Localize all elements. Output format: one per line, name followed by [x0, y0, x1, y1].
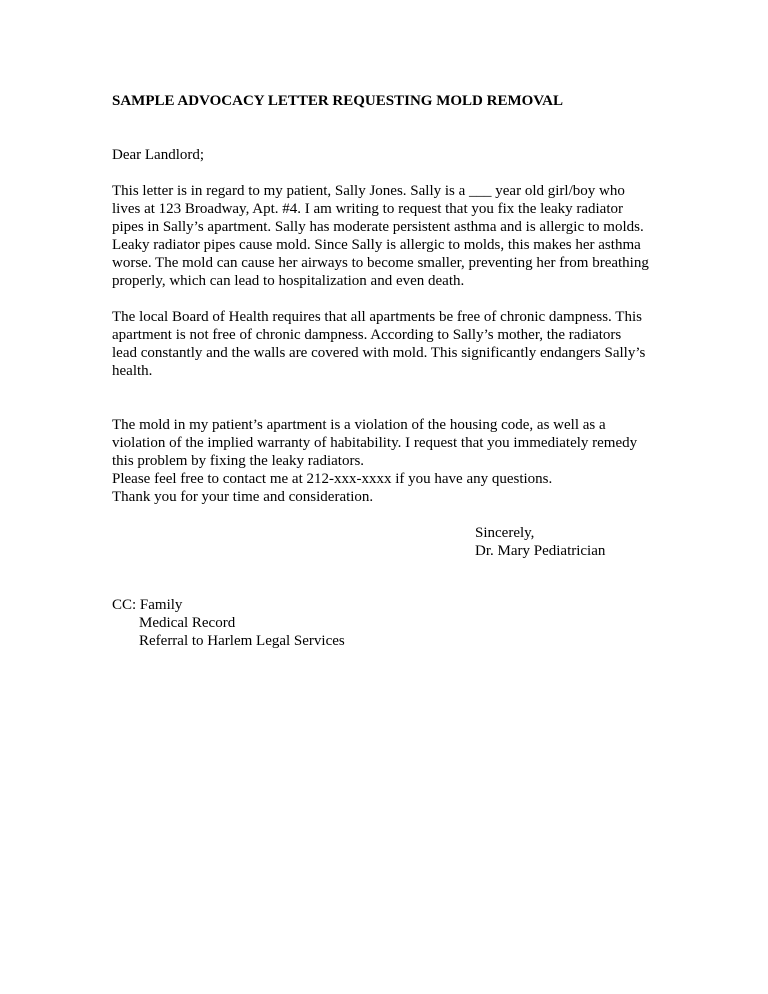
paragraph-line: lead constantly and the walls are covered with mold. This significantly endangers Sally’s	[112, 345, 646, 361]
paragraph-line: Leaky radiator pipes cause mold. Since Sally is allergic to molds, this makes her asthma	[112, 237, 641, 253]
signature-name: Dr. Mary Pediatrician	[475, 543, 606, 559]
paragraph-line: Thank you for your time and consideration.	[112, 489, 374, 505]
valediction: Sincerely,	[475, 525, 535, 541]
cc-recipient: Referral to Harlem Legal Services	[139, 633, 345, 649]
paragraph-line: Please feel free to contact me at 212-xxx-xxxx if you have any questions.	[112, 471, 553, 487]
letter-title: SAMPLE ADVOCACY LETTER REQUESTING MOLD REMOVAL	[112, 93, 564, 109]
paragraph-request	[112, 182, 672, 290]
cc-recipient: Medical Record	[139, 615, 236, 631]
paragraph-line: this problem by fixing the leaky radiators.	[112, 453, 365, 469]
paragraph-line: The local Board of Health requires that all apartments be free of chronic dampness. This	[112, 309, 642, 325]
paragraph-line: properly, which can lead to hospitalization and even death.	[112, 273, 465, 289]
paragraph-line: lives at 123 Broadway, Apt. #4. I am writing to request that you fix the leaky radiator	[112, 201, 623, 217]
closing-block	[475, 524, 605, 560]
paragraph-line: violation of the implied warranty of habitability. I request that you immediately remedy	[112, 435, 638, 451]
paragraph-line: pipes in Sally’s apartment. Sally has moderate persistent asthma and is allergic to molds.	[112, 219, 644, 235]
cc-block	[112, 596, 345, 650]
cc-label: CC: Family	[112, 597, 183, 613]
paragraph-line: The mold in my patient’s apartment is a violation of the housing code, as well as a	[112, 417, 606, 433]
paragraph-contact	[112, 470, 672, 506]
paragraph-line: This letter is in regard to my patient, Sally Jones. Sally is a ___ year old girl/boy who	[112, 183, 625, 199]
salutation: Dear Landlord;	[112, 147, 205, 163]
paragraph-line: apartment is not free of chronic dampness. According to Sally’s mother, the radiators	[112, 327, 622, 343]
paragraph-housing-code	[112, 416, 672, 470]
paragraph-line: health.	[112, 363, 153, 379]
paragraph-board-of-health	[112, 308, 672, 380]
paragraph-line: worse. The mold can cause her airways to become smaller, preventing her from breathing	[112, 255, 649, 271]
